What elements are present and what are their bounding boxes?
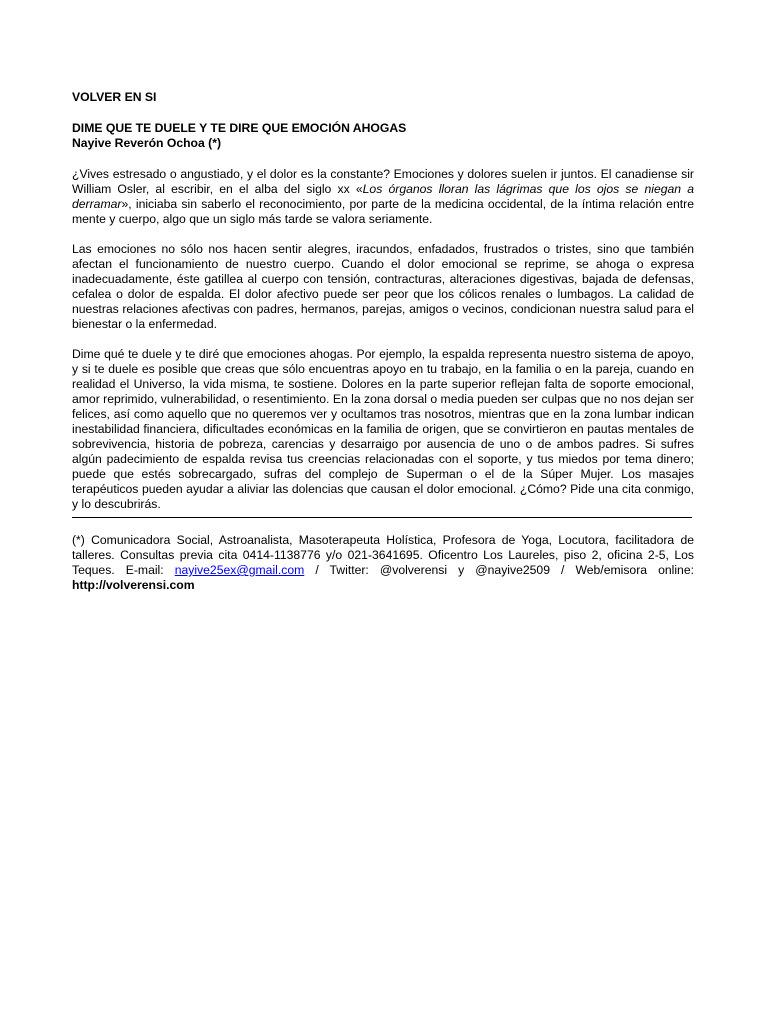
footnote-text: (*) Comunicadora Social, Astroanalista, Masoterapeuta Holística, Profesora de Yoga, Locutora, facilitadora de talleres. Consultas previa cita 0414-1138776 y/o 021-3641695. Oficentro Los Laureles, piso 2, oficina 2-5, Los Teques. E-mail: — [72, 533, 694, 577]
paragraph-intro — [72, 167, 694, 227]
article-author: Nayive Reverón Ochoa (*) — [72, 136, 222, 150]
osler-quote: Los órganos lloran las lágrimas que los ojos se niegan a derramar — [72, 182, 695, 211]
footnote-social: / Twitter: @volverensi y @nayive2509 / Web/emisora online: — [304, 563, 694, 577]
separator-line — [72, 517, 692, 518]
intro-text-continued: », iniciaba sin saberlo el reconocimiento, por parte de la medicina occidental, de la íntima relación entre mente y cuerpo, algo que un siglo más tarde se valora seriamente. — [72, 197, 694, 226]
email-link[interactable]: nayive25ex@gmail.com — [174, 563, 305, 577]
section-title: VOLVER EN SI — [72, 90, 157, 104]
author-footnote — [72, 533, 694, 593]
paragraph-back-pain: Dime qué te duele y te diré que emociones ahogas. Por ejemplo, la espalda representa nuestro sistema de apoyo, y si te duele es posible que creas que sólo encuentras apoyo en tu trabajo, en la familia o en la pareja, cuando en realidad el Universo, la vida misma, te sostiene. Dolores en la parte superior reflejan falta de soporte emocional, amor reprimido, vulnerabilidad, o resentimiento. En la zona dorsal o media pueden ser culpas que no nos dejan ser felices, así como aquello que no queremos ver y ocultamos tras nosotros, mientras que en la zona lumbar indican inestabilidad financiera, dificultades económicas en la familia de origen, que se convirtieron en pautas mentales de sobrevivencia, historia de pobreza, carencias y desarraigo por ausencia de uno o de ambos padres. Si sufres algún padecimiento de espalda revisa tus creencias relacionadas con el soporte, y tus miedos por tema dinero; puede que estés sobrecargado, sufras del complejo de Superman o el de la Súper Mujer. Los masajes terapéuticos pueden ayudar a aliviar las dolencias que causan el dolor emocional. ¿Cómo? Pide una cita conmigo, y lo descubrirás. — [72, 347, 694, 511]
article-headline: DIME QUE TE DUELE Y TE DIRE QUE EMOCIÓN AHOGAS — [72, 121, 407, 135]
intro-text: ¿Vives estresado o angustiado, y el dolor es la constante? Emociones y dolores suelen ir juntos. El canadiense sir William Osler, al escribir, en el alba del siglo xx « — [72, 167, 694, 196]
paragraph-emotions: Las emociones no sólo nos hacen sentir alegres, iracundos, enfadados, frustrados o tristes, sino que también afectan el funcionamiento de nuestro cuerpo. Cuando el dolor emocional se reprime, se ahoga o expresa inadecuadamente, éste gatillea al cuerpo con tensión, contracturas, alteraciones digestivas, bajada de defensas, cefalea o dolor de espalda. El dolor afectivo puede ser peor que los cólicos renales o lumbagos. La calidad de nuestras relaciones afectivas con padres, hermanos, parejas, amigos o vecinos, condicionan nuestra salud para el bienestar o la enfermedad. — [72, 242, 694, 331]
document-page — [72, 90, 694, 593]
website-url[interactable]: http://volverensi.com — [72, 578, 195, 592]
